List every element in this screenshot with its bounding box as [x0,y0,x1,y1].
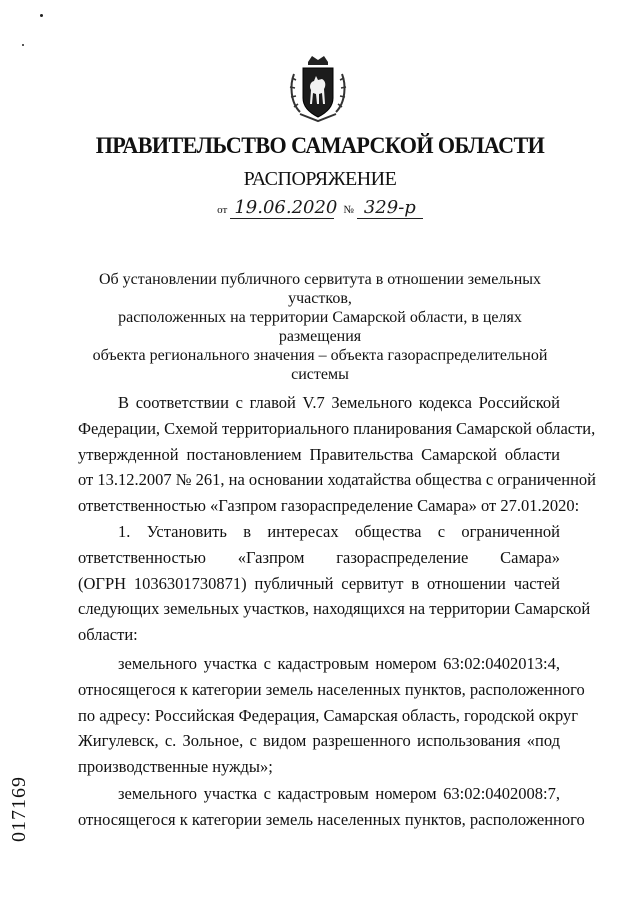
text-line: ответственностью «Газпром газораспределение Самара» от 27.01.2020: [78,496,580,516]
document-type: РАСПОРЯЖЕНИЕ [243,168,397,190]
text-line: (ОГРН 1036301730871) публичный сервитут в отношении частей [78,573,560,593]
text-line: относящегося к категории земель населенных пунктов, расположенного [78,809,585,829]
text-line: Федерации, Схемой территориального планирования Самарской области, [78,418,596,438]
subject-line: объекта регионального значения – объекта газораспределительной [92,347,548,364]
text-line: ответственностью «Газпром газораспределение Самара» [78,547,560,567]
date-label: от [217,204,228,216]
government-title: ПРАВИТЕЛЬСТВО САМАРСКОЙ ОБЛАСТИ [95,133,545,158]
preamble-paragraph [78,390,596,519]
text-line: Жигулевск, с. Зольное, с видом разрешенного использования «под [78,731,560,751]
parcel-2-paragraph [78,781,585,833]
date-value: 19.06.2020 [230,198,334,219]
scan-speck [40,14,43,17]
subject-line: системы [291,366,349,383]
subject-line: расположенных на территории Самарской области, в целях размещения [118,309,522,345]
text-line: земельного участка с кадастровым номером 63:02:0402008:7, [118,784,560,803]
text-line: производственные нужды»; [78,757,273,777]
item-1-paragraph [78,519,591,648]
text-line: относящегося к категории земель населенных пунктов, расположенного [78,679,585,699]
document-subject [78,270,562,384]
text-line: 1. Установить в интересах общества с ограниченной [118,522,560,541]
registration-stamp: 017169 [8,776,30,842]
text-line: по адресу: Российская Федерация, Самарская область, городской округ [78,705,579,725]
number-label: № [343,204,354,216]
scan-speck [22,44,24,46]
number-value: 329-р [357,198,423,219]
text-line: В соответствии с главой V.7 Земельного кодекса Российской [118,393,560,412]
date-number-line [0,198,640,219]
text-line: земельного участка с кадастровым номером 63:02:0402013:4, [118,654,560,673]
parcel-1-paragraph [78,651,585,780]
text-line: следующих земельных участков, находящихся на территории Самарской [78,599,591,619]
text-line: области: [78,625,138,645]
text-line: от 13.12.2007 № 261, на основании ходатайства общества с ограниченной [78,470,596,490]
text-line: утвержденной постановлением Правительства Самарской области [78,444,560,464]
subject-line: Об установлении публичного сервитута в отношении земельных участков, [98,271,541,307]
samara-coat-of-arms-icon [286,54,350,124]
